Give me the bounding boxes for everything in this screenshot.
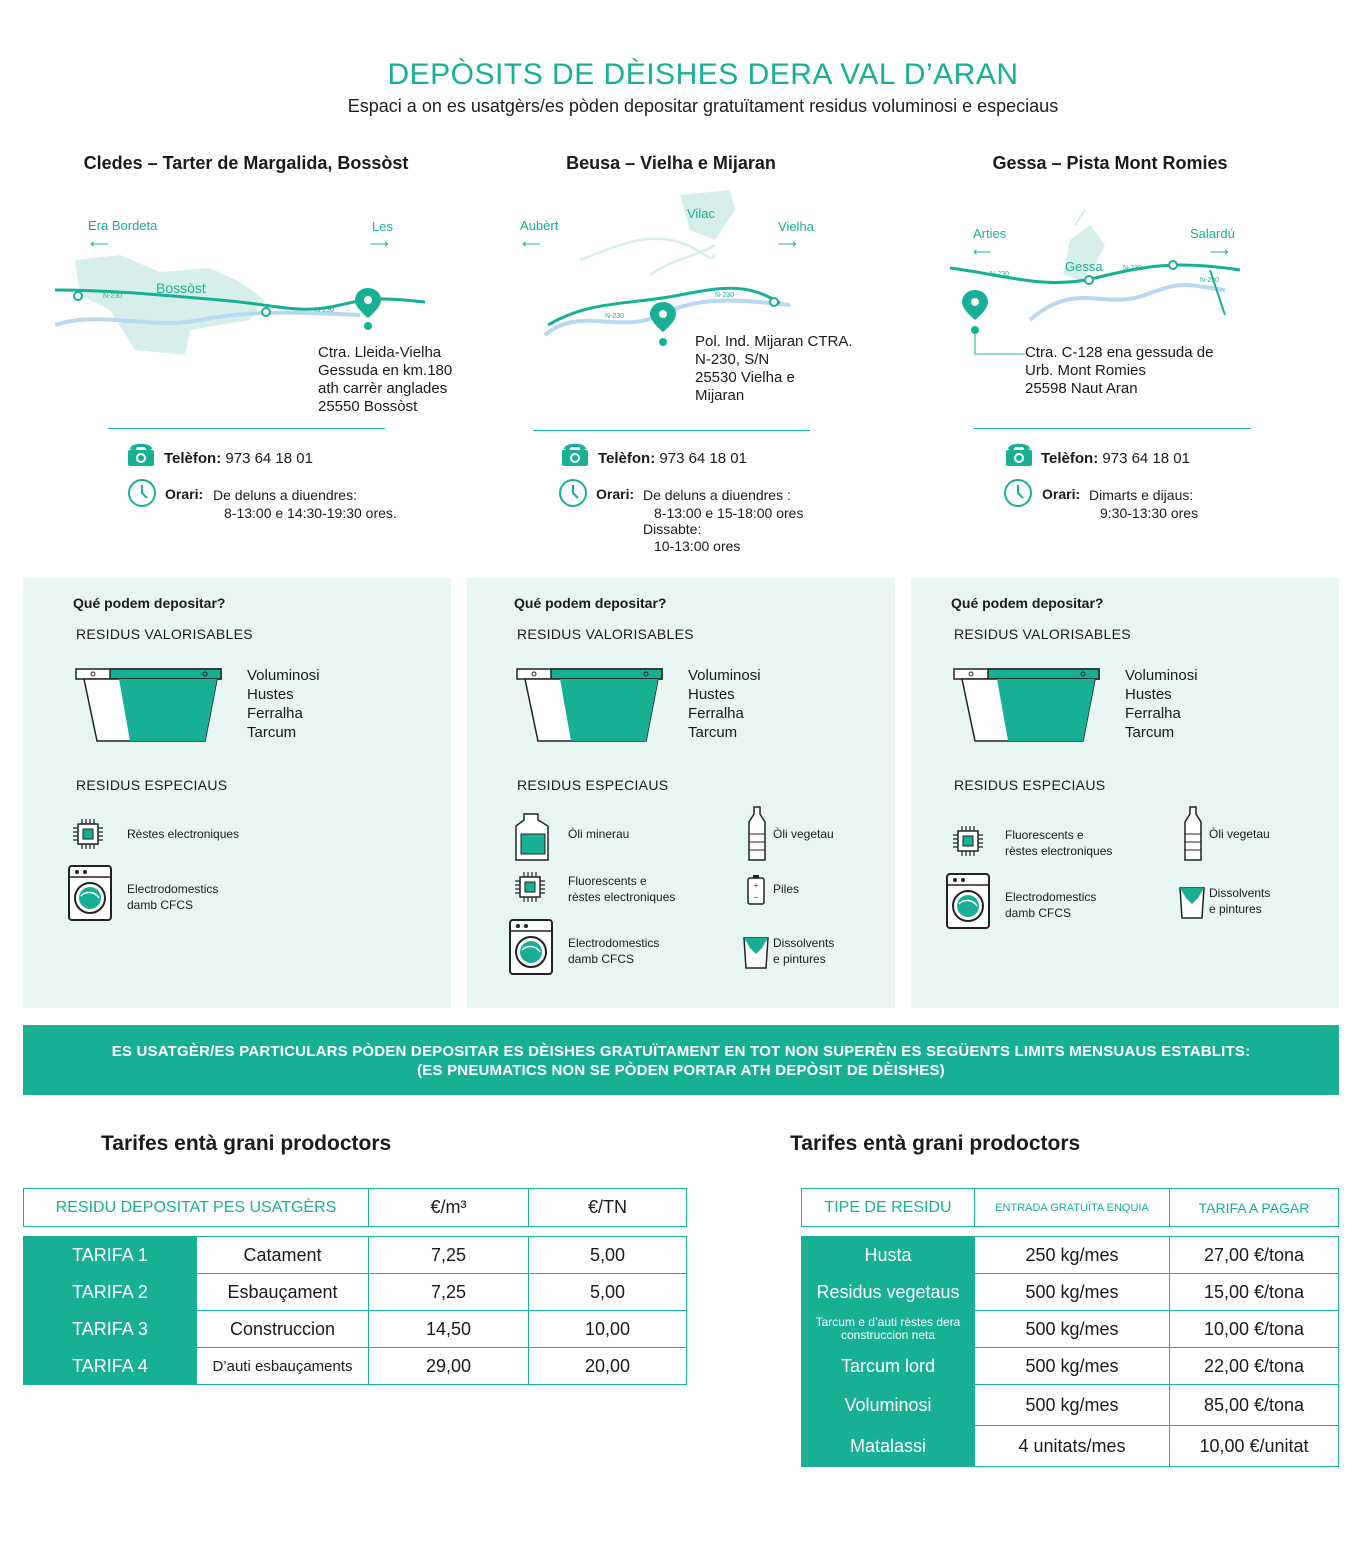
svg-text:+: +	[753, 881, 759, 890]
site-3-address: Ctra. C-128 ena gessuda de Urb. Mont Romies 25598 Naut Aran	[1025, 344, 1214, 397]
map2-road1: N-230	[605, 313, 625, 320]
panel-2-appliances: Electrodomestics damb CFCS	[568, 936, 660, 966]
page-title: DEPÒSITS DE DÈISHES DERA VAL D’ARAN	[387, 58, 1019, 91]
site-3-hours-2: 9:30-13:30 ores	[1100, 505, 1199, 521]
map2-right-label: Vielha	[778, 219, 814, 234]
map1-road1: N-230	[103, 293, 123, 300]
clock-icon	[558, 478, 588, 508]
map2-left-label: Aubèrt	[520, 218, 559, 233]
table-1	[23, 1236, 687, 1385]
panel-1-question: Qué podem depositar?	[73, 595, 226, 611]
container-skip-icon	[953, 668, 1103, 746]
site-2-hours-1: De deluns a diuendres :	[643, 487, 791, 503]
panel-2-solvents: Dissolvents e pintures	[773, 936, 835, 966]
site-2-hours-2: 8-13:00 e 15-18:00 ores	[654, 505, 804, 521]
divider	[974, 428, 1251, 429]
phone-icon	[1005, 440, 1033, 468]
map3-left-label: Arties	[973, 226, 1007, 241]
panel-1-valorisables-label: RESIDUS VALORISABLES	[76, 626, 253, 642]
panel-3-appliances: Electrodomestics damb CFCS	[1005, 890, 1097, 920]
map1-town: Bossòst	[156, 280, 206, 296]
panel-3-valorisables-label: RESIDUS VALORISABLES	[954, 626, 1131, 642]
table-2-header-cell: ENTRADA GRATUÏTA ENQUIA	[975, 1189, 1170, 1227]
panel-2-fluo: Fluorescents e rèstes electroniques	[568, 874, 676, 904]
panel-1-electro: Rèstes electroniques	[127, 827, 240, 841]
panel-site-3	[911, 578, 1339, 1008]
chip-icon	[514, 871, 546, 903]
map3-town: Gessa	[1065, 259, 1103, 274]
table-row: Tarcum e d’auti rèstes dera construccion neta 500 kg/mes 10,00 €/tona	[802, 1311, 1339, 1348]
phone-icon	[561, 440, 589, 468]
map1-left-label: Era Bordeta	[88, 218, 158, 233]
chip-icon	[952, 825, 984, 857]
panel-1-valorisables-list: Voluminosi Hustes Ferralha Tarcum	[247, 667, 320, 741]
panel-2-piles: Piles	[773, 882, 800, 896]
site-1-phone: Telèfon: 973 64 18 01	[164, 450, 313, 467]
panel-1-appliances: Electrodomestics damb CFCS	[127, 882, 219, 912]
svg-text:−: −	[753, 893, 759, 902]
table-row: TARIFA 4 D’auti esbauçaments 29,00 20,00	[24, 1348, 687, 1385]
map2-town: Vilac	[687, 206, 715, 221]
site-3-map	[945, 200, 1255, 360]
panel-3-solvents: Dissolvents e pintures	[1209, 886, 1271, 916]
panel-3-question: Qué podem depositar?	[951, 595, 1104, 611]
clock-icon	[1003, 478, 1033, 508]
table-1-header-cell: €/m³	[369, 1189, 529, 1227]
map1-right-label: Les	[372, 219, 393, 234]
table-row: Tarcum lord 500 kg/mes 22,00 €/tona	[802, 1348, 1339, 1385]
table-1-header-cell: RESIDU DEPOSITAT PES USATGÈRS	[24, 1189, 369, 1227]
table-row: Matalassi 4 unitats/mes 10,00 €/unitat	[802, 1426, 1339, 1467]
map2-road2: N-230	[715, 292, 735, 299]
site-2-address: Pol. Ind. Mijaran CTRA. N-230, S/N 25530 Vielha e Mijaran	[695, 333, 853, 404]
site-1-hours-1: De deluns a diuendres:	[213, 487, 357, 503]
panel-2-veg: Òli vegetau	[773, 827, 834, 841]
panel-2-question: Qué podem depositar?	[514, 595, 667, 611]
table-row: Husta 250 kg/mes 27,00 €/tona	[802, 1237, 1339, 1274]
table-row: TARIFA 3 Construccion 14,50 10,00	[24, 1311, 687, 1348]
table-2-title: Tarifes entà grani prodoctors	[790, 1132, 1081, 1155]
clock-icon	[127, 478, 157, 508]
panel-2-oil: Òli minerau	[568, 827, 630, 841]
panel-3-fluo: Fluorescents e rèstes electroniques	[1005, 828, 1113, 858]
site-3-hours-label: Orari:	[1042, 486, 1081, 502]
battery-icon	[746, 874, 766, 906]
table-2-header-cell: TARIFA A PAGAR	[1170, 1189, 1339, 1227]
oil-can-icon	[514, 812, 552, 862]
container-skip-icon	[75, 668, 225, 746]
panel-3-especiaus-label: RESIDUS ESPECIAUS	[954, 777, 1106, 793]
table-row: TARIFA 1 Catament 7,25 5,00	[24, 1237, 687, 1274]
map1-road2: N-230	[315, 307, 335, 314]
table-1-title: Tarifes entà grani prodoctors	[101, 1132, 392, 1155]
bottle-icon	[1182, 806, 1204, 862]
map3-road1: N-230	[990, 271, 1010, 278]
panel-2-valorisables-label: RESIDUS VALORISABLES	[517, 626, 694, 642]
panel-site-1	[23, 578, 451, 1008]
panel-3-veg: Òli vegetau	[1209, 827, 1270, 841]
table-row: TARIFA 2 Esbauçament 7,25 5,00	[24, 1274, 687, 1311]
table-2-header	[801, 1188, 1339, 1227]
chip-icon	[72, 818, 104, 850]
page-subtitle: Espaci a on es usatgèrs/es pòden depositar gratuïtament residus voluminosi e especiaus	[347, 96, 1059, 116]
site-3-phone: Telèfon: 973 64 18 01	[1041, 450, 1190, 467]
divider	[108, 428, 385, 429]
bottle-icon	[746, 806, 768, 862]
table-2-header-cell: TIPE DE RESIDU	[802, 1189, 975, 1227]
limits-banner: ES USATGÈR/ES PARTICULARS PÒDEN DEPOSITAR ES DÈISHES GRATUÏTAMENT EN TOT NON SUPERÈN ES SEGÜENTS LIMITS MENSUAUS ESTABLITS: (ES PNEUMATICS NON SE PÒDEN PORTAR ATH DEPÒSIT DE DÈISHES)	[23, 1025, 1339, 1095]
washing-machine-icon	[67, 864, 113, 922]
washing-machine-icon	[945, 872, 991, 930]
phone-icon	[127, 440, 155, 468]
table-row: Residus vegetaus 500 kg/mes 15,00 €/tona	[802, 1274, 1339, 1311]
panel-2-especiaus-label: RESIDUS ESPECIAUS	[517, 777, 669, 793]
map3-road3: N-230	[1200, 277, 1220, 284]
panel-1-especiaus-label: RESIDUS ESPECIAUS	[76, 777, 228, 793]
divider	[533, 430, 810, 431]
panel-3-valorisables-list: Voluminosi Hustes Ferralha Tarcum	[1125, 667, 1198, 741]
washing-machine-icon	[508, 918, 554, 976]
map3-right-label: Salardú	[1190, 226, 1235, 241]
table-row: Voluminosi 500 kg/mes 85,00 €/tona	[802, 1385, 1339, 1426]
site-2-hours-4: 10-13:00 ores	[654, 538, 741, 554]
site-2-phone: Telèfon: 973 64 18 01	[598, 450, 747, 467]
site-3-hours-1: Dimarts e dijaus:	[1089, 487, 1194, 503]
site-2-name: Beusa – Vielha e Mijaran	[566, 153, 776, 173]
table-1-header-cell: €/TN	[529, 1189, 687, 1227]
table-1-header	[23, 1188, 687, 1227]
site-1-address: Ctra. Lleida-Vielha Gessuda en km.180 ath carrèr anglades 25550 Bossòst	[318, 344, 453, 415]
site-1-hours-2: 8-13:00 e 14:30-19:30 ores.	[224, 505, 397, 521]
table-2	[801, 1236, 1339, 1467]
site-1-hours-label: Orari:	[165, 486, 204, 502]
panel-2-valorisables-list: Voluminosi Hustes Ferralha Tarcum	[688, 667, 761, 741]
paint-bucket-icon	[1178, 884, 1206, 920]
map3-road2: N-230	[1123, 265, 1143, 272]
site-1-name: Cledes – Tarter de Margalida, Bossòst	[83, 153, 409, 173]
paint-bucket-icon	[742, 934, 770, 970]
site-3-name: Gessa – Pista Mont Romies	[992, 153, 1228, 173]
site-2-hours-label: Orari:	[596, 486, 635, 502]
site-2-hours-3: Dissabte:	[643, 521, 702, 537]
container-skip-icon	[516, 668, 666, 746]
